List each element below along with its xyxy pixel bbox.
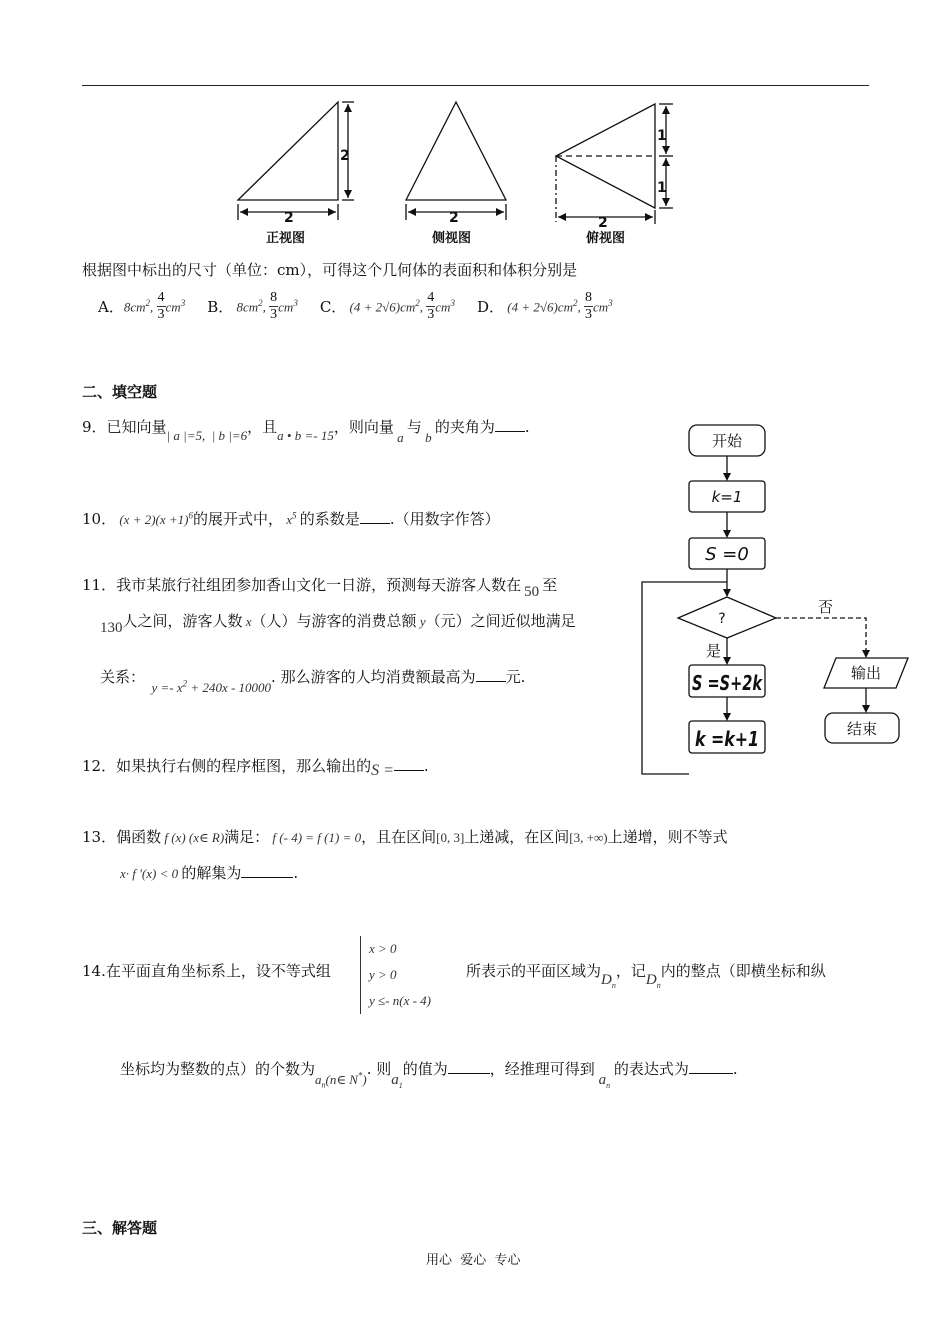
q14-system	[360, 936, 431, 1014]
q11-text2c: （元）之间近似地满足	[425, 612, 576, 630]
q11-n50: 50	[524, 584, 540, 600]
q9-num: 9．	[82, 418, 107, 436]
q14-text3: ，记	[615, 962, 646, 980]
fc-yes-label: 是	[706, 642, 722, 660]
top-lower-label: 1	[657, 180, 667, 196]
q13-text7: .	[293, 864, 299, 882]
top-upper-label: 1	[657, 128, 667, 144]
side-view-caption: 侧视图	[432, 231, 472, 246]
q13-blank	[241, 863, 293, 878]
q8-stem: 根据图中标出的尺寸（单位：cm），可得这个几何体的表面积和体积分别是	[82, 261, 578, 279]
q13-text5: 上递增，则不等式	[607, 828, 728, 846]
q13-text3: ，且在区间	[361, 828, 437, 846]
q11-text1: 我市某旅行社组团参加香山文化一日游，预测每天游客人数在	[116, 576, 522, 594]
fc-s-init-label: S =0	[705, 544, 749, 565]
q14-line2	[120, 1058, 738, 1090]
top-width-label: 2	[598, 215, 608, 231]
top-view-caption: 俯视图	[586, 231, 626, 246]
q13-text1: 偶函数	[116, 828, 162, 846]
q14-text4: 内的整点（即横坐标和纵	[660, 962, 826, 980]
q10-power: $x^5$	[283, 510, 297, 527]
q12-s: S =	[371, 762, 394, 779]
q8-opt-a-expr: $8cm^2$,	[123, 297, 157, 315]
fc-condition-label: ?	[718, 611, 726, 627]
q11-zhi: 至	[542, 576, 558, 594]
q10-num: 10．	[82, 510, 117, 528]
section2-title: 二、填空题	[82, 383, 158, 401]
q14-line1b	[466, 960, 826, 990]
q8-opt-b-label: B．	[207, 298, 234, 316]
q12-text1: 如果执行右侧的程序框图，那么输出的	[116, 757, 372, 775]
q9-text5: 的夹角为	[434, 418, 495, 436]
q14-num: 14.	[82, 962, 106, 980]
q8-opt-b-expr: $8cm^2$,	[233, 297, 270, 315]
q8-opt-b-unit: $cm^3$	[278, 297, 298, 315]
q11-text3a: 关系：	[100, 668, 146, 686]
q8-opt-c-frac: $\frac{4}{3}$	[427, 290, 435, 322]
q14-text2: 所表示的平面区域为	[466, 962, 602, 980]
q9-magnitudes: | a |=5, | b |=6	[166, 428, 248, 443]
q13-num: 13．	[82, 828, 117, 846]
q10-text3: .（用数字作答）	[389, 510, 500, 528]
fc-start-label: 开始	[711, 432, 743, 450]
q13-func: f (x) (x∈ R)	[161, 830, 225, 845]
section3-title: 三、解答题	[82, 1219, 158, 1237]
q14-a1: $a_1$	[391, 1072, 403, 1090]
q11-text2a: 人之间，游客人数	[122, 612, 243, 630]
q8-opt-d-frac: $\frac{8}{3}$	[584, 290, 592, 322]
fc-k-update-label: k =k+1	[695, 727, 759, 751]
q8-opt-d-expr: $(4 + 2√6)cm^2$,	[503, 297, 584, 315]
q14-text8: ，经推理可得到	[489, 1060, 595, 1078]
q14-an-def: $a_n(n\in$ N*)	[315, 1070, 367, 1090]
q9-text3: ，则向量	[333, 418, 394, 436]
q14-dn1: $D_n$	[601, 972, 616, 990]
q14-text10: .	[732, 1060, 738, 1078]
q11-num: 11．	[82, 576, 117, 594]
q14-text7: 的值为	[402, 1060, 448, 1078]
q9-text1: 已知向量	[106, 418, 167, 436]
q13-line2	[120, 862, 298, 883]
side-width-label: 2	[449, 210, 459, 226]
q13-line1	[82, 826, 728, 847]
q10-expr: $(x + 2)(x +1)^6$	[116, 510, 193, 527]
q11-text3c: 元.	[505, 668, 526, 686]
q8-opt-c-label: C．	[319, 298, 347, 316]
q14-ineq3: y ≤- n(x - 4)	[369, 993, 431, 1008]
q9-text2: ，且	[247, 418, 278, 436]
q14-text5: 坐标均为整数的点）的个数为	[120, 1060, 316, 1078]
q14-text6: . 则	[366, 1060, 392, 1078]
q13-text4: 上递减，在区间	[464, 828, 570, 846]
q13-interval1: [0, 3]	[436, 830, 465, 845]
q13-text2: 满足：	[224, 828, 270, 846]
q14-dn2: $D_n$	[645, 972, 661, 990]
q13-zeros: f (- 4) = f (1) = 0	[269, 830, 362, 845]
q10-text1: 的展开式中，	[193, 510, 284, 528]
fc-s-update-label: S =S+2k	[692, 671, 764, 695]
fc-no-label: 否	[818, 598, 834, 616]
q12-text2: .	[423, 757, 429, 775]
q8-opt-d-label: D．	[476, 298, 504, 316]
q13-interval2: [3, +∞)	[569, 830, 608, 845]
q11-x: x	[242, 614, 252, 629]
q14-blank2	[689, 1059, 733, 1074]
q11-relation: $y =- x^2 + 240x - 10000$	[145, 678, 272, 695]
q14-line1	[82, 960, 331, 981]
q9-text6: .	[524, 418, 530, 436]
q8-opt-c-unit: $cm^3$	[435, 297, 455, 315]
q9-vec-b: b	[421, 430, 435, 445]
q8-opt-b-frac: $\frac{8}{3}$	[270, 290, 278, 322]
q8-opt-c-expr: $(4 + 2√6)cm^2$,	[346, 297, 427, 315]
q9-text4: 与	[406, 418, 422, 436]
fc-k-init-label: k=1	[711, 488, 743, 506]
front-height-label: 2	[340, 148, 350, 164]
q9-vec-a: a	[393, 430, 407, 445]
q14-blank1	[448, 1059, 490, 1074]
q8-opt-a-frac: $\frac{4}{3}$	[157, 290, 165, 322]
front-width-label: 2	[284, 210, 294, 226]
q14-ineq2: y > 0	[369, 967, 397, 982]
q11-y: y	[416, 614, 426, 629]
fc-condition-diamond	[678, 597, 776, 638]
q8-opt-a-label: A．	[98, 298, 124, 316]
q12-num: 12．	[82, 757, 117, 775]
fc-end-label: 结束	[846, 720, 878, 738]
q11-n130: 130	[100, 620, 123, 636]
q11-text2b: （人）与游客的消费总额	[251, 612, 417, 630]
q8-opt-d-unit: $cm^3$	[592, 297, 613, 315]
q10-text2: 的系数是	[299, 510, 360, 528]
q13-text6: 的解集为	[181, 864, 242, 882]
front-view-caption: 正视图	[266, 231, 306, 246]
q8-opt-a-unit: $cm^3$	[165, 297, 186, 315]
q11-text3b: . 那么游客的人均消费额最高为	[271, 668, 476, 686]
page-footer: 用心 爱心 专心	[426, 1253, 521, 1268]
q13-inequality: x· f '(x) < 0	[120, 866, 182, 881]
q14-an: $a_n$	[594, 1072, 611, 1090]
q9-dot-product: a • b =- 15	[277, 428, 334, 443]
q14-text1: 在平面直角坐标系上，设不等式组	[105, 962, 331, 980]
fc-output-label: 输出	[850, 664, 882, 682]
q14-text9: 的表达式为	[613, 1060, 689, 1078]
q14-ineq1: x > 0	[369, 941, 397, 956]
